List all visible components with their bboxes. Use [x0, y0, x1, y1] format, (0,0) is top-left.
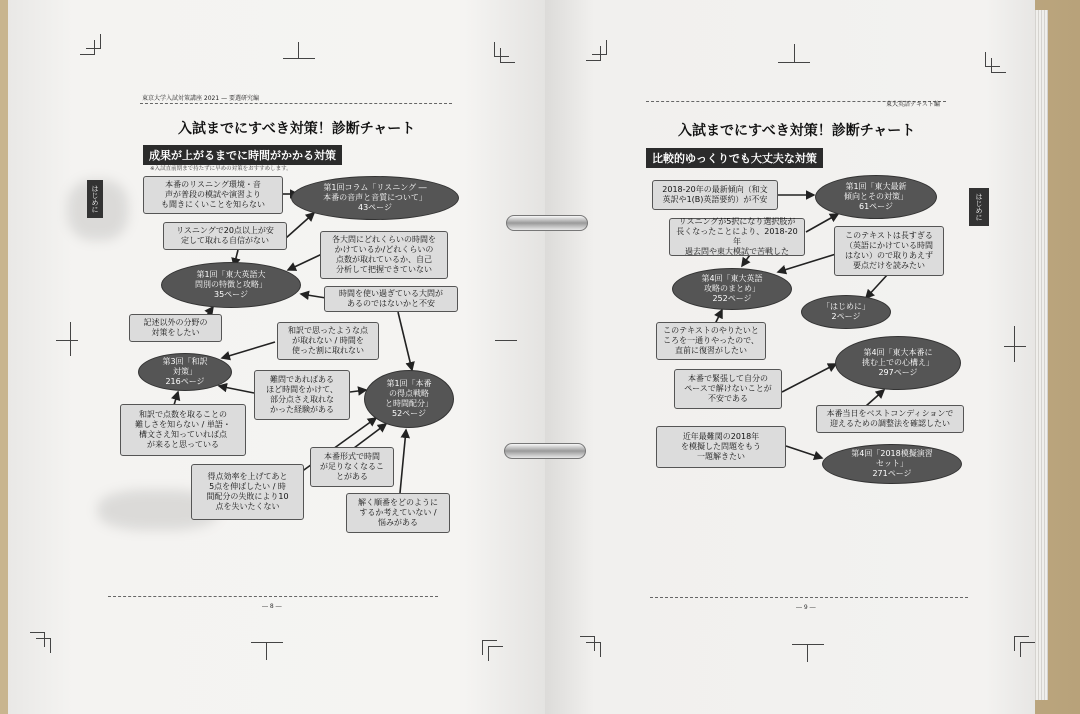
chart-oval-destination: 第1回コラム「リスニング ― 本番の音声と音質について」 43ページ	[291, 176, 459, 220]
chart-box: 記述以外の分野の 対策をしたい	[129, 314, 222, 342]
chart-box: 得点効率を上げてあと 5点を伸ばしたい / 時 間配分の失敗により10 点を失いたくない	[191, 464, 304, 520]
right-running-header: 東大英語テキスト編	[886, 101, 940, 108]
chart-box: 近年最難関の2018年 を模擬した問題をもう 一題解きたい	[656, 426, 786, 468]
left-section-heading: 成果が上がるまでに時間がかかる対策	[143, 145, 342, 165]
left-running-header: 東京大学入試対策講座 2021 — 要選研究編	[142, 95, 259, 102]
chart-box: 本番で緊張して自分の ペースで解けないことが 不安である	[674, 369, 782, 409]
chart-box: 難問であればある ほど時間をかけて、 部分点さえ取れな かった経験がある	[254, 370, 350, 420]
chart-oval-destination: 第4回「東大英語 攻略のまとめ」 252ページ	[672, 268, 792, 310]
chart-box: 和訳で思ったような点 が取れない / 時間を 使った割に取れない	[277, 322, 379, 360]
left-page-title: 入試までにすべき対策！診断チャート	[178, 121, 416, 137]
chart-box: このテキストは長すぎる （英語にかけている時間 はない）ので取りあえず 要点だけを読みたい	[834, 226, 944, 276]
chart-box: 解く順番をどのように するか考えていない / 悩みがある	[346, 493, 450, 533]
right-side-tab: はじめに	[969, 188, 989, 226]
chart-box: 本番形式で時間 が足りなくなるこ とがある	[310, 447, 394, 487]
left-page-number: ― 8 ―	[262, 603, 282, 610]
chart-box: リスニングで20点以上が安 定して取れる自信がない	[163, 222, 287, 250]
chart-box: このテキストのやりたいと ころを一通りやったので、 直前に復習がしたい	[656, 322, 766, 360]
right-section-heading: 比較的ゆっくりでも大丈夫な対策	[646, 148, 823, 168]
left-side-tab: はじめに	[87, 180, 103, 218]
chart-box: 時間を使い過ぎている大問が あるのではないかと不安	[324, 286, 458, 312]
left-section-note: ※入試直前期まで持たずに早めの対策をおすすめします。	[150, 166, 292, 172]
chart-box: 本番のリスニング環境・音 声が普段の模試や演習より も聞きにくいことを知らない	[143, 176, 283, 214]
right-page-number: ― 9 ―	[796, 604, 816, 611]
chart-box: 和訳で点数を取ることの 難しさを知らない / 単語・ 構文さえ知っていれば点 が来ると思っている	[120, 404, 246, 456]
chart-oval-destination: 第3回「和訳 対策」 216ページ	[138, 353, 232, 391]
right-footer-rule	[650, 597, 968, 598]
chart-box: 各大問にどれくらいの時間を かけているか/どれくらいの 点数が取れているか、自己 分析して把握できていない	[320, 231, 448, 279]
chart-oval-destination: 第1回「東大英語大 問別の特徴と攻略」 35ページ	[161, 262, 301, 308]
chart-box: リスニングが5択になり選択肢が 長くなったことにより、2018-20年 過去問や東大模試で苦戦した	[669, 218, 805, 256]
chart-oval-destination: 第4回「東大本番に 挑む上での心構え」 297ページ	[835, 336, 961, 390]
binder-ring-top	[506, 215, 588, 231]
right-page-title: 入試までにすべき対策！診断チャート	[678, 123, 916, 139]
chart-oval-destination: 第4回「2018模擬演習 セット」 271ページ	[822, 444, 962, 484]
chart-oval-destination: 第1回「東大最新 傾向とその対策」 61ページ	[815, 175, 937, 219]
chart-oval-destination: 「はじめに」 2ページ	[801, 295, 891, 329]
chart-oval-destination: 第1回「本番 の得点戦略 と時間配分」 52ページ	[364, 370, 454, 428]
chart-box: 2018-20年の最新傾向（和文 英訳や1(B)英語要約）が不安	[652, 180, 778, 210]
binder-ring-bottom	[504, 443, 586, 459]
chart-box: 本番当日をベストコンディションで 迎えるための調整法を確認したい	[816, 405, 964, 433]
